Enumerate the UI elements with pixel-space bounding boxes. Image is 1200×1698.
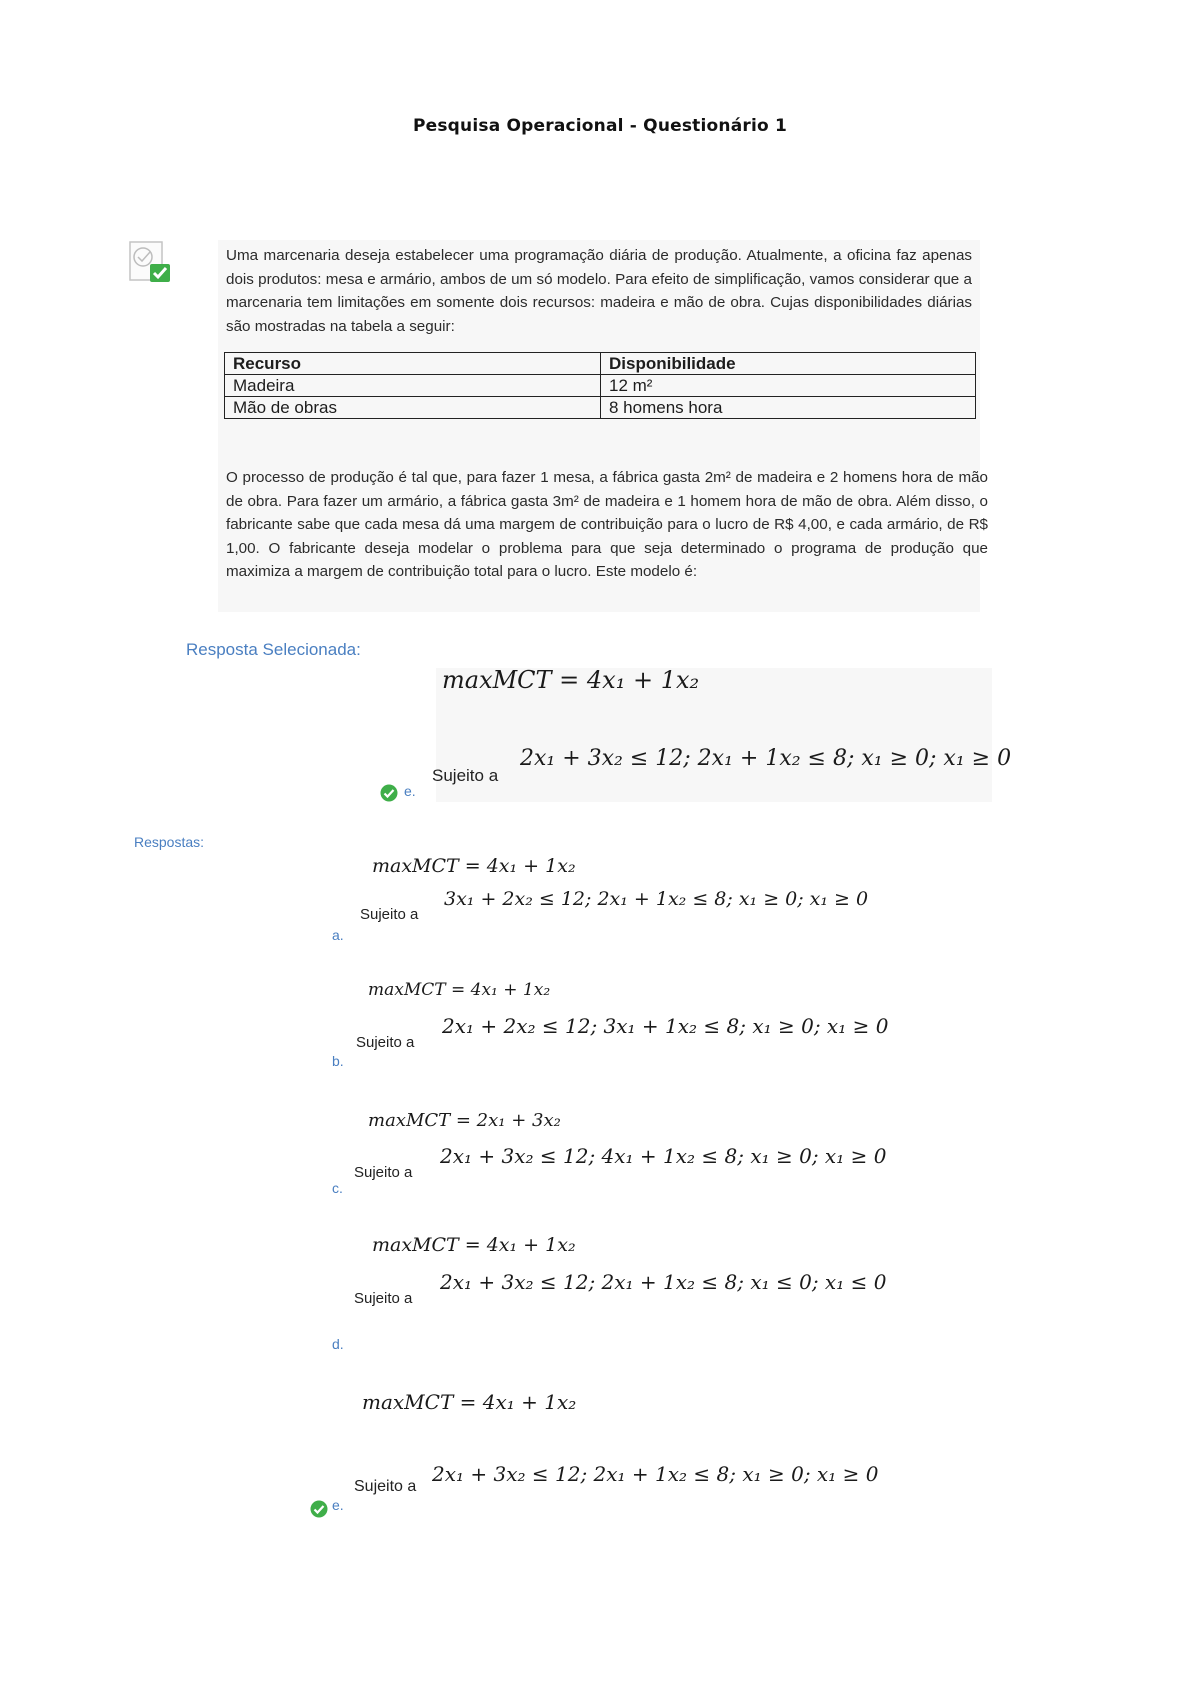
- selected-subject-to: Sujeito a: [432, 766, 499, 785]
- option-c-letter[interactable]: c.: [332, 1180, 343, 1196]
- option-e-objective: maxMCT = 4x₁ + 1x₂: [362, 1390, 577, 1414]
- selected-answer-label: Resposta Selecionada:: [186, 640, 361, 659]
- option-b-objective: maxMCT = 4x₁ + 1x₂: [368, 980, 551, 1000]
- green-check-icon: [310, 1500, 328, 1518]
- question-block: [218, 240, 988, 612]
- option-b-subject-to: Sujeito a: [356, 1034, 415, 1051]
- page-title: Pesquisa Operacional - Questionário 1: [412, 116, 788, 136]
- option-c-constraints: 2x₁ + 3x₂ ≤ 12; 4x₁ + 1x₂ ≤ 8; x₁ ≥ 0; x₁ ≥ 0: [440, 1144, 887, 1168]
- green-check-icon: [380, 784, 398, 802]
- option-e-letter[interactable]: e.: [332, 1497, 344, 1513]
- answers-label: Respostas:: [134, 834, 205, 850]
- table-header-disponibilidade: Disponibilidade: [601, 353, 976, 375]
- table-cell: 8 homens hora: [601, 397, 976, 419]
- question-paragraph-2: O processo de produção é tal que, para fazer 1 mesa, a fábrica gasta 2m² de madeira e 2 homens hora de mão de obra. Para fazer um armário, a fábrica gasta 3m² de madeira e 1 homem hora de mão de obra. Além disso, o fabricante sabe que cada mesa dá uma margem de contribuição para o lucro de R$ 4,00, e cada armário, de R$ 1,00. O fabricante deseja modelar o problema para que seja determinado o programa de produção que maximiza a margem de contribuição total para o lucro. Este modelo é:: [226, 469, 988, 580]
- table-row: [225, 375, 976, 397]
- option-d-objective: maxMCT = 4x₁ + 1x₂: [372, 1234, 576, 1256]
- option-c-subject-to: Sujeito a: [354, 1164, 413, 1181]
- table-cell: Mão de obras: [225, 397, 601, 419]
- selected-constraints: 2x₁ + 3x₂ ≤ 12; 2x₁ + 1x₂ ≤ 8; x₁ ≥ 0; x₁ ≥ 0: [520, 746, 1012, 771]
- selected-objective: maxMCT = 4x₁ + 1x₂: [442, 666, 700, 694]
- table-row: [225, 397, 976, 419]
- option-d-constraints: 2x₁ + 3x₂ ≤ 12; 2x₁ + 1x₂ ≤ 8; x₁ ≤ 0; x₁ ≤ 0: [440, 1270, 887, 1294]
- option-a-subject-to: Sujeito a: [360, 906, 419, 923]
- selected-letter: e.: [404, 783, 416, 799]
- table-header-recurso: Recurso: [225, 353, 601, 375]
- table-header-row: [225, 353, 976, 375]
- question-paragraph-1: Uma marcenaria deseja estabelecer uma programação diária de produção. Atualmente, a oficina faz apenas dois produtos: mesa e armário, ambos de um só modelo. Para efeito de simplificação, vamos considerar que a marcenaria tem limitações em somente dois recursos: madeira e mão de obra. Cujas disponibilidades diárias são mostradas na tabela a seguir:: [226, 247, 972, 335]
- table-cell: Madeira: [225, 375, 601, 397]
- option-d-subject-to: Sujeito a: [354, 1290, 413, 1307]
- document-check-icon: [128, 240, 174, 286]
- option-a-objective: maxMCT = 4x₁ + 1x₂: [372, 855, 576, 877]
- table-cell: 12 m²: [601, 375, 976, 397]
- option-c-objective: maxMCT = 2x₁ + 3x₂: [368, 1110, 561, 1131]
- option-d-letter[interactable]: d.: [332, 1336, 344, 1352]
- option-a-letter[interactable]: a.: [332, 927, 344, 943]
- option-a-constraints: 3x₁ + 2x₂ ≤ 12; 2x₁ + 1x₂ ≤ 8; x₁ ≥ 0; x₁ ≥ 0: [444, 888, 869, 910]
- resource-table: [224, 352, 976, 419]
- option-b-letter[interactable]: b.: [332, 1053, 344, 1069]
- option-b-constraints: 2x₁ + 2x₂ ≤ 12; 3x₁ + 1x₂ ≤ 8; x₁ ≥ 0; x₁ ≥ 0: [442, 1014, 889, 1038]
- option-e-subject-to: Sujeito a: [354, 1478, 417, 1495]
- option-e-constraints: 2x₁ + 3x₂ ≤ 12; 2x₁ + 1x₂ ≤ 8; x₁ ≥ 0; x₁ ≥ 0: [432, 1462, 879, 1486]
